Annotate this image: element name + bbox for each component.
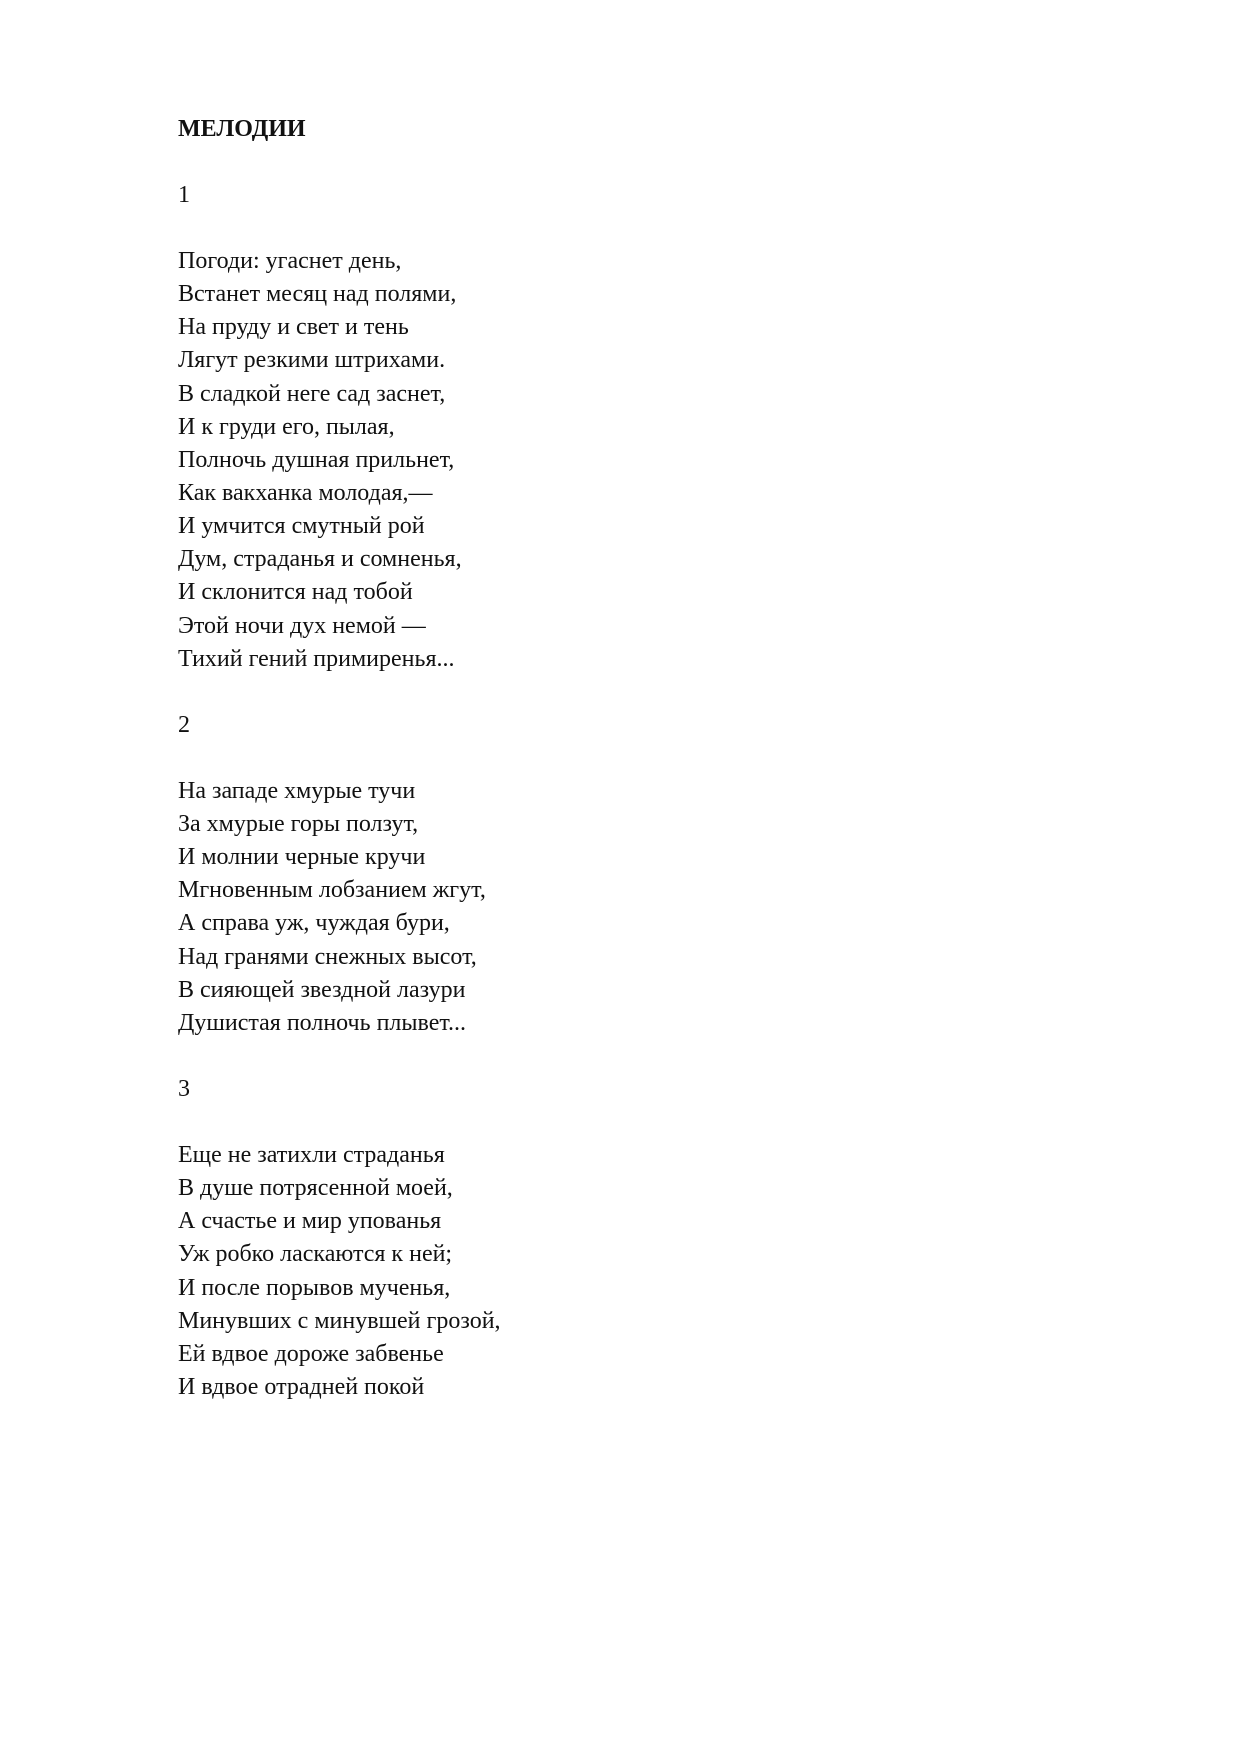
poem-line: И вдвое отрадней покой <box>178 1373 425 1400</box>
poem-line: Душистая полночь плывет... <box>178 1009 467 1036</box>
poem-section-3 <box>178 1073 1078 1404</box>
poem-line: И умчится смутный рой <box>178 513 425 540</box>
poem-line: Погоди: угаснет день, <box>178 248 402 274</box>
poem-line: В сладкой неге сад заснет, <box>178 380 446 407</box>
spacer <box>178 1040 1078 1073</box>
poem-line: Встанет месяц над полями, <box>178 281 457 308</box>
poem-line: Ей вдвое дороже забвенье <box>178 1340 444 1367</box>
poem-line: Лягут резкими штрихами. <box>178 347 446 374</box>
poem-line: На пруду и свет и тень <box>178 314 409 341</box>
poem-line: Уж робко ласкаются к ней; <box>178 1241 453 1268</box>
section-number: 1 <box>178 182 190 208</box>
stanza <box>178 245 1078 676</box>
poem-line: И к груди его, пылая, <box>178 413 395 440</box>
section-number: 2 <box>178 711 190 738</box>
spacer <box>178 1106 1078 1139</box>
poem-line: И после порывов мученья, <box>178 1274 451 1301</box>
poem-line: В душе потрясенной моей, <box>178 1175 453 1202</box>
poem-line: И склонится над тобой <box>178 579 413 606</box>
poem-line: В сияющей звездной лазури <box>178 976 466 1003</box>
poem-line: Полночь душная прильнет, <box>178 446 455 473</box>
poem-line: Над гранями снежных высот, <box>178 943 477 970</box>
stanza <box>178 775 1078 1040</box>
poem-line: Этой ночи дух немой — <box>178 612 426 639</box>
poem-line: На западе хмурые тучи <box>178 777 416 804</box>
poem-line: И молнии черные кручи <box>178 844 426 871</box>
poem-line: А справа уж, чуждая бури, <box>178 910 450 937</box>
poem-line: А счастье и мир упованья <box>178 1208 442 1235</box>
spacer <box>178 676 1078 709</box>
spacer <box>178 742 1078 775</box>
document-page <box>178 113 1078 1404</box>
spacer <box>178 146 1078 179</box>
poem-line: Как вакханка молодая,— <box>178 479 433 506</box>
poem-line: Еще не затихли страданья <box>178 1141 445 1168</box>
page-title: МЕЛОДИИ <box>178 116 306 142</box>
section-number: 3 <box>178 1075 190 1102</box>
poem-line: Дум, страданья и сомненья, <box>178 546 462 573</box>
poem-line: За хмурые горы ползут, <box>178 810 419 837</box>
spacer <box>178 212 1078 245</box>
poem-line: Тихий гений примиренья... <box>178 645 455 672</box>
poem-line: Мгновенным лобзанием жгут, <box>178 877 486 904</box>
poem-line: Минувших с минувшей грозой, <box>178 1307 501 1334</box>
poem-section-2 <box>178 709 1078 1040</box>
poem-section-1 <box>178 179 1078 676</box>
stanza <box>178 1139 1078 1404</box>
